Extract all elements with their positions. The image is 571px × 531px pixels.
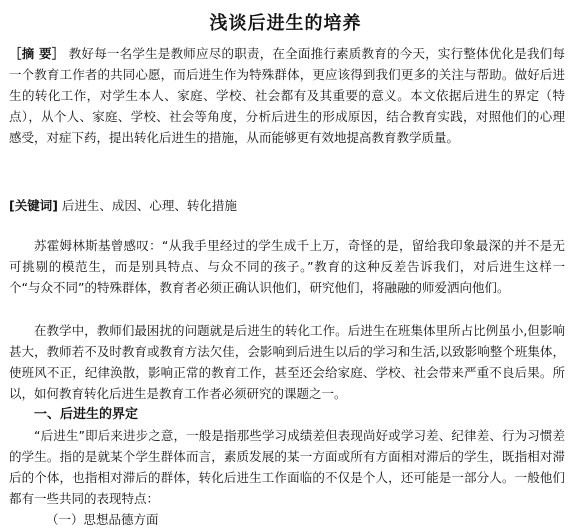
body-paragraph-3: “后进生”即后来进步之意，一般是指那些学习成绩差但表现尚好或学习差、纪律差、行为习惯差的学生。指的是就某个学生群体而言，素质发展的某一方面或所有方面相对滞后的学生，既指相对滞后的个体，也指相对滞后的群体，转化后进生工作面临的不仅是个人，还可能是一部分人。一般他们都有一些共同的表现特点： xyxy=(9,428,565,506)
abstract-paragraph xyxy=(9,43,565,148)
body-paragraph-1: 苏霍姆林斯基曾感叹：“从我手里经过的学生成千上万，奇怪的是，留给我印象最深的并不是无可挑剔的模范生，而是别具特点、与众不同的孩子。”教育的这种反差告诉我们，对后进生这样一个“与众不同”的特殊群体，教育者必须正确认识他们，研究他们，将融融的师爱洒向他们。 xyxy=(9,238,565,295)
abstract-label: ［摘 要］ xyxy=(9,46,65,61)
keywords-paragraph xyxy=(9,195,565,216)
keywords-text: 后进生、成因、心理、转化措施 xyxy=(61,198,237,213)
section-heading: 一、后进生的界定 xyxy=(34,407,139,422)
subsection-heading: （一）思想品德方面 xyxy=(46,512,159,527)
keywords-label: [关键词] xyxy=(9,198,58,213)
document-title: 浅谈后进生的培养 xyxy=(209,13,362,34)
abstract-text: 教好每一名学生是教师应尽的职责，在全面推行素质教育的今天，实行整体优化是我们每一个教育工作者的共同心愿，而后进生作为特殊群体，更应该得到我们更多的关注与帮助。做好后进生的转化工作，对学生本人、家庭、学校、社会都有及其重要的意义。本文依据后进生的界定（特点），从个人、家庭、学校、社会等角度，分析后进生的形成原因，结合教育实践，对照他们的心理感受，对症下药，提出转化后进生的措施，从而能够更有效地提高教育教学质量。 xyxy=(9,46,565,145)
body-paragraph-2: 在教学中，教师们最困扰的问题就是后进生的转化工作。后进生在班集体里所占比例虽小,但影响甚大，教师若不及时教育或教育方法欠佳，会影响到后进生以后的学习和生活,以致影响整个班集体，使班风不正，纪律涣散，影响正常的教育工作，甚至还会给家庭、学校、社会带来严重不良后果。所以，如何教育转化后进生是教育工作者必须研究的课题之一。 xyxy=(9,323,565,401)
